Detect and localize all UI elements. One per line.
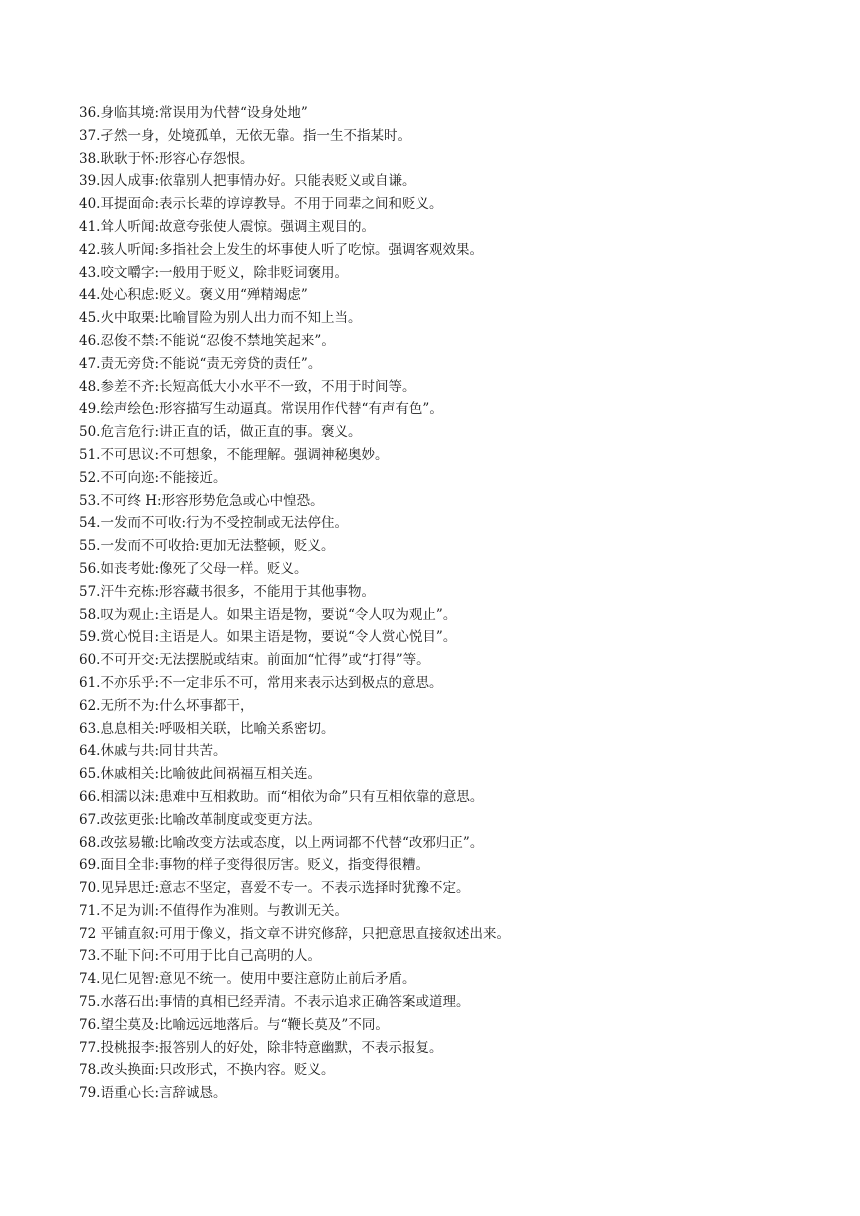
list-item: 62.无所不为:什么坏事都干， [79, 697, 254, 714]
list-item: 71.不足为训:不值得作为准则。与教训无关。 [79, 902, 349, 919]
list-item: 47.责无旁贷:不能说“责无旁贷的责任”。 [79, 355, 322, 372]
list-item: 75.水落石出:事情的真相已经弄清。不表示追求正确答案或道理。 [79, 994, 470, 1011]
list-item: 67.改弦更张:比喻改革制度或变更方法。 [79, 811, 322, 828]
list-item: 49.绘声绘色:形容描写生动逼真。常误用作代替“有声有色”。 [79, 401, 443, 418]
list-item: 79.语重心长:言辞诚恳。 [79, 1085, 227, 1102]
list-item: 56.如丧考妣:像死了父母一样。贬义。 [79, 560, 308, 577]
list-item: 63.息息相关:呼吸相关联，比喻关系密切。 [79, 720, 335, 737]
list-item: 48.参差不齐:长短高低大小水平不一致，不用于时间等。 [79, 378, 416, 395]
list-item: 60.不可开交:无法摆脱或结束。前面加“忙得”或“打得”等。 [79, 652, 430, 669]
list-item: 70.见异思迁:意志不坚定，喜爱不专一。不表示选择时犹豫不定。 [79, 880, 470, 897]
list-item: 61.不亦乐乎:不一定非乐不可，常用来表示达到极点的意思。 [79, 674, 443, 691]
list-item: 69.面目全非:事物的样子变得很厉害。贬义，指变得很糟。 [79, 857, 430, 874]
list-item: 74.见仁见智:意见不统一。使用中要注意防止前后矛盾。 [79, 971, 416, 988]
list-item: 72 平铺直叙:可用于像义，指文章不讲究修辞，只把意思直接叙述出来。 [79, 925, 511, 942]
list-item: 54.一发而不可收:行为不受控制或无法停住。 [79, 515, 349, 532]
list-item: 65.休戚相关:比喻彼此间祸福互相关连。 [79, 766, 322, 783]
list-item: 51.不可思议:不可想象，不能理解。强调神秘奥妙。 [79, 446, 389, 463]
list-item: 57.汗牛充栋:形容藏书很多，不能用于其他事物。 [79, 583, 376, 600]
list-item: 36.身临其境:常误用为代替“设身处地” [79, 105, 308, 121]
list-item: 58.叹为观止:主语是人。如果主语是物，要说“令人叹为观止”。 [79, 606, 457, 623]
list-item: 52.不可向迩:不能接近。 [79, 469, 227, 486]
list-item: 42.骇人听闻:多指社会上发生的坏事使人听了吃惊。强调客观效果。 [79, 241, 484, 258]
list-item: 73.不耻下问:不可用于比自己高明的人。 [79, 948, 322, 965]
list-item: 41.耸人听闻:故意夸张使人震惊。强调主观目的。 [79, 218, 376, 235]
list-item: 76.望尘莫及:比喻远远地落后。与“鞭长莫及”不同。 [79, 1016, 389, 1033]
list-item: 40.耳提面命:表示长辈的谆谆教导。不用于同辈之间和贬义。 [79, 196, 443, 213]
list-item: 59.赏心悦目:主语是人。如果主语是物，要说“令人赏心悦目”。 [79, 629, 457, 646]
list-item: 39.因人成事:依靠别人把事情办好。只能表贬义或自谦。 [79, 173, 416, 190]
list-item: 44.处心积虑:贬义。褒义用“殚精竭虑” [79, 287, 308, 304]
list-item: 53.不可终 H:形容形势危急或心中惶恐。 [79, 492, 324, 509]
list-item: 46.忍俊不禁:不能说“忍俊不禁地笑起来”。 [79, 332, 335, 349]
list-item: 38.耿耿于怀:形容心存怨恨。 [79, 150, 254, 167]
idiom-list [79, 102, 839, 1105]
list-item: 77.投桃报李:报答别人的好处，除非特意幽默，不表示报复。 [79, 1039, 443, 1056]
list-item: 78.改头换面:只改形式，不换内容。贬义。 [79, 1062, 335, 1079]
list-item: 45.火中取栗:比喻冒险为别人出力而不知上当。 [79, 310, 362, 327]
list-item: 55.一发而不可收拾:更加无法整顿，贬义。 [79, 538, 335, 555]
list-item: 43.咬文嚼字:一般用于贬义，除非贬词褒用。 [79, 264, 349, 281]
list-item: 64.休戚与共:同甘共苦。 [79, 743, 227, 760]
list-item: 37.孑然一身，处境孤单，无依无靠。指一生不指某时。 [79, 127, 411, 144]
list-item: 66.相濡以沫:患难中互相救助。而“相依为命”只有互相依靠的意思。 [79, 788, 484, 805]
list-item: 68.改弦易辙:比喻改变方法或态度，以上两词都不代替“改邪归正”。 [79, 834, 484, 851]
list-item: 50.危言危行:讲正直的话，做正直的事。褒义。 [79, 424, 362, 441]
